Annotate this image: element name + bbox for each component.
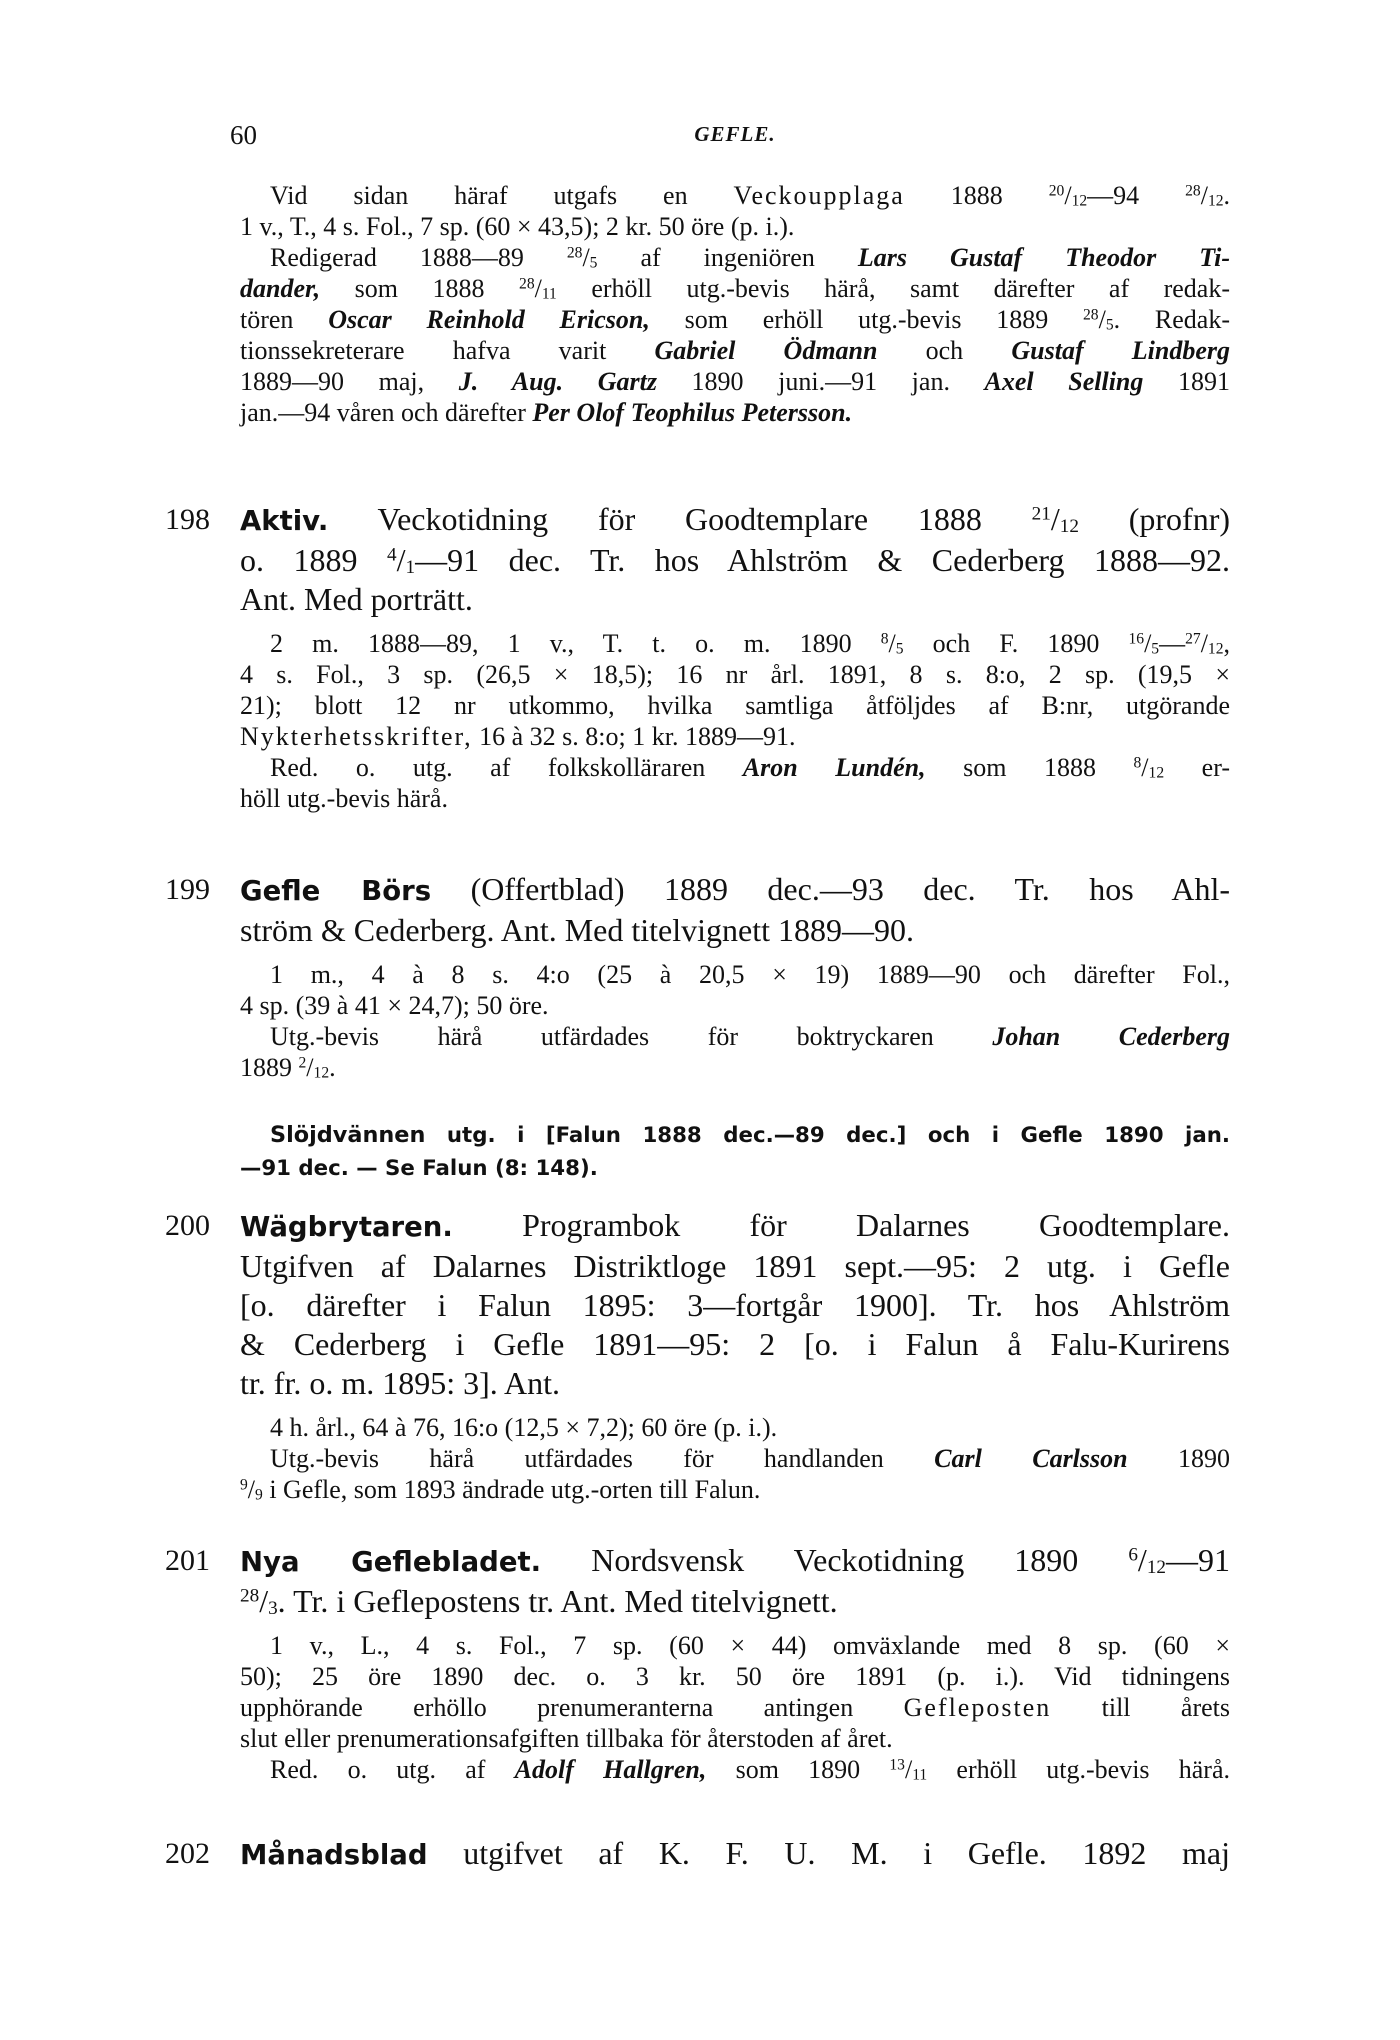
entry-title-line: Ant. Med porträtt.	[240, 581, 473, 617]
text-line: slut eller prenumerationsafgiften tillbaka för återstoden af året.	[240, 1724, 893, 1753]
text-line: —91 dec. — Se Falun (8: 148).	[240, 1156, 598, 1181]
text-line: Utg.-bevis härå utfärdades för boktryckaren Johan Cederberg	[270, 1022, 1230, 1051]
intro-paragraph	[240, 180, 1230, 428]
text-line: tören Oscar Reinhold Ericson, som erhöll utg.-bevis 1889 $^{28}/_5$. Redak-	[240, 305, 1230, 334]
text-line: tionssekreterare hafva varit Gabriel Ödmann och Gustaf Lindberg	[240, 336, 1230, 365]
entry-number: 198	[165, 503, 210, 536]
text-line: 4 h. årl., 64 à 76, 16:o (12,5 × 7,2); 60 öre (p. i.).	[270, 1413, 778, 1442]
entry-200	[240, 1206, 1230, 1505]
cross-reference	[240, 1118, 1230, 1184]
text-line: Vid sidan häraf utgafs en Veckoupplaga 1888 $^{20}/_{12}—94$ $^{28}/_{12}$.	[270, 181, 1231, 210]
running-title: GEFLE.	[694, 122, 776, 146]
text-line: 4 s. Fol., 3 sp. (26,5 × 18,5); 16 nr årl. 1891, 8 s. 8:o, 2 sp. (19,5 ×	[240, 660, 1230, 689]
entry-title-line: & Cederberg i Gefle 1891—95: 2 [o. i Falun å Falu-Kurirens	[240, 1326, 1230, 1362]
entry-title-line: o. 1889 $^4/_1—91$ dec. Tr. hos Ahlström & Cederberg 1888—92.	[240, 542, 1231, 578]
entry-title-line: Wägbrytaren. Programbok för Dalarnes Goodtemplare.	[240, 1207, 1230, 1243]
entry-199	[240, 870, 1230, 1083]
text-line: Nykterhetsskrifter, 16 à 32 s. 8:o; 1 kr. 1889—91.	[240, 722, 796, 751]
entry-202	[240, 1834, 1230, 1875]
text-line: 50); 25 öre 1890 dec. o. 3 kr. 50 öre 1891 (p. i.). Vid tidningens	[240, 1662, 1230, 1691]
text-line: 1 v., L., 4 s. Fol., 7 sp. (60 × 44) omväxlande med 8 sp. (60 ×	[270, 1631, 1230, 1660]
text-line: 1 v., T., 4 s. Fol., 7 sp. (60 × 43,5); 2 kr. 50 öre (p. i.).	[240, 212, 795, 241]
text-line: höll utg.-bevis härå.	[240, 784, 448, 813]
text-line: 4 sp. (39 à 41 × 24,7); 50 öre.	[240, 991, 549, 1020]
page-number: 60	[230, 120, 257, 150]
entry-title-line: tr. fr. o. m. 1895: 3]. Ant.	[240, 1365, 560, 1401]
entry-title-line: Månadsblad utgifvet af K. F. U. M. i Gefle. 1892 maj	[240, 1835, 1230, 1871]
entry-title-line: Aktiv. Veckotidning för Goodtemplare 1888 $^{21}/_{12}$ (profnr)	[240, 501, 1231, 537]
entry-number: 202	[165, 1837, 210, 1870]
text-line: jan.—94 våren och därefter Per Olof Teophilus Petersson.	[240, 398, 853, 427]
text-line: Redigerad 1888—89 $^{28}/_5$ af ingeniören Lars Gustaf Theodor Ti-	[270, 243, 1231, 272]
entry-198	[240, 500, 1230, 814]
text-line: Utg.-bevis härå utfärdades för handlanden Carl Carlsson 1890	[270, 1444, 1230, 1473]
text-line: dander, som 1888 $^{28}/_{11}$ erhöll utg.-bevis härå, samt därefter af redak-	[240, 274, 1230, 303]
text-line: 1889 $^2/_{12}$.	[240, 1053, 336, 1082]
entry-title-line: Gefle Börs (Offertblad) 1889 dec.—93 dec. Tr. hos Ahl-	[240, 871, 1230, 907]
entry-title-line: ström & Cederberg. Ant. Med titelvignett 1889—90.	[240, 912, 914, 948]
entry-title-line: $^{28}/_3$. Tr. i Geflepostens tr. Ant. Med titelvignett.	[240, 1583, 838, 1619]
page-header	[230, 120, 1240, 160]
entry-title-line: Utgifven af Dalarnes Distriktloge 1891 sept.—95: 2 utg. i Gefle	[240, 1248, 1230, 1284]
entry-number: 201	[165, 1544, 210, 1577]
text-line: 1889—90 maj, J. Aug. Gartz 1890 juni.—91 jan. Axel Selling 1891	[240, 367, 1230, 396]
entry-number: 200	[165, 1209, 210, 1242]
text-line: Red. o. utg. af Adolf Hallgren, som 1890 $^{13}/_{11}$ erhöll utg.-bevis härå.	[270, 1755, 1231, 1784]
text-line: 21); blott 12 nr utkommo, hvilka samtliga åtföljdes af B:nr, utgörande	[240, 691, 1230, 720]
text-line: 2 m. 1888—89, 1 v., T. t. o. m. 1890 $^8/_5$ och F. 1890 $^{16}/_5—^{27}/_{12}$,	[270, 629, 1231, 658]
text-line: Red. o. utg. af folkskolläraren Aron Lundén, som 1888 $^8/_{12}$ er-	[270, 753, 1230, 782]
entry-title-line: [o. därefter i Falun 1895: 3—fortgår 1900]. Tr. hos Ahlström	[240, 1287, 1230, 1323]
text-line: upphörande erhöllo prenumeranterna antingen Gefleposten till årets	[240, 1693, 1230, 1722]
entry-title-line: Nya Geflebladet. Nordsvensk Veckotidning 1890 $^6/_{12}—91$	[240, 1542, 1230, 1578]
text-line: $^9/_9$ i Gefle, som 1893 ändrade utg.-orten till Falun.	[240, 1475, 761, 1504]
text-line: 1 m., 4 à 8 s. 4:o (25 à 20,5 × 19) 1889—90 och därefter Fol.,	[270, 960, 1230, 989]
text-line: Slöjdvännen utg. i [Falun 1888 dec.—89 dec.] och i Gefle 1890 jan.	[270, 1122, 1230, 1148]
entry-201	[240, 1541, 1230, 1785]
entry-number: 199	[165, 873, 210, 906]
